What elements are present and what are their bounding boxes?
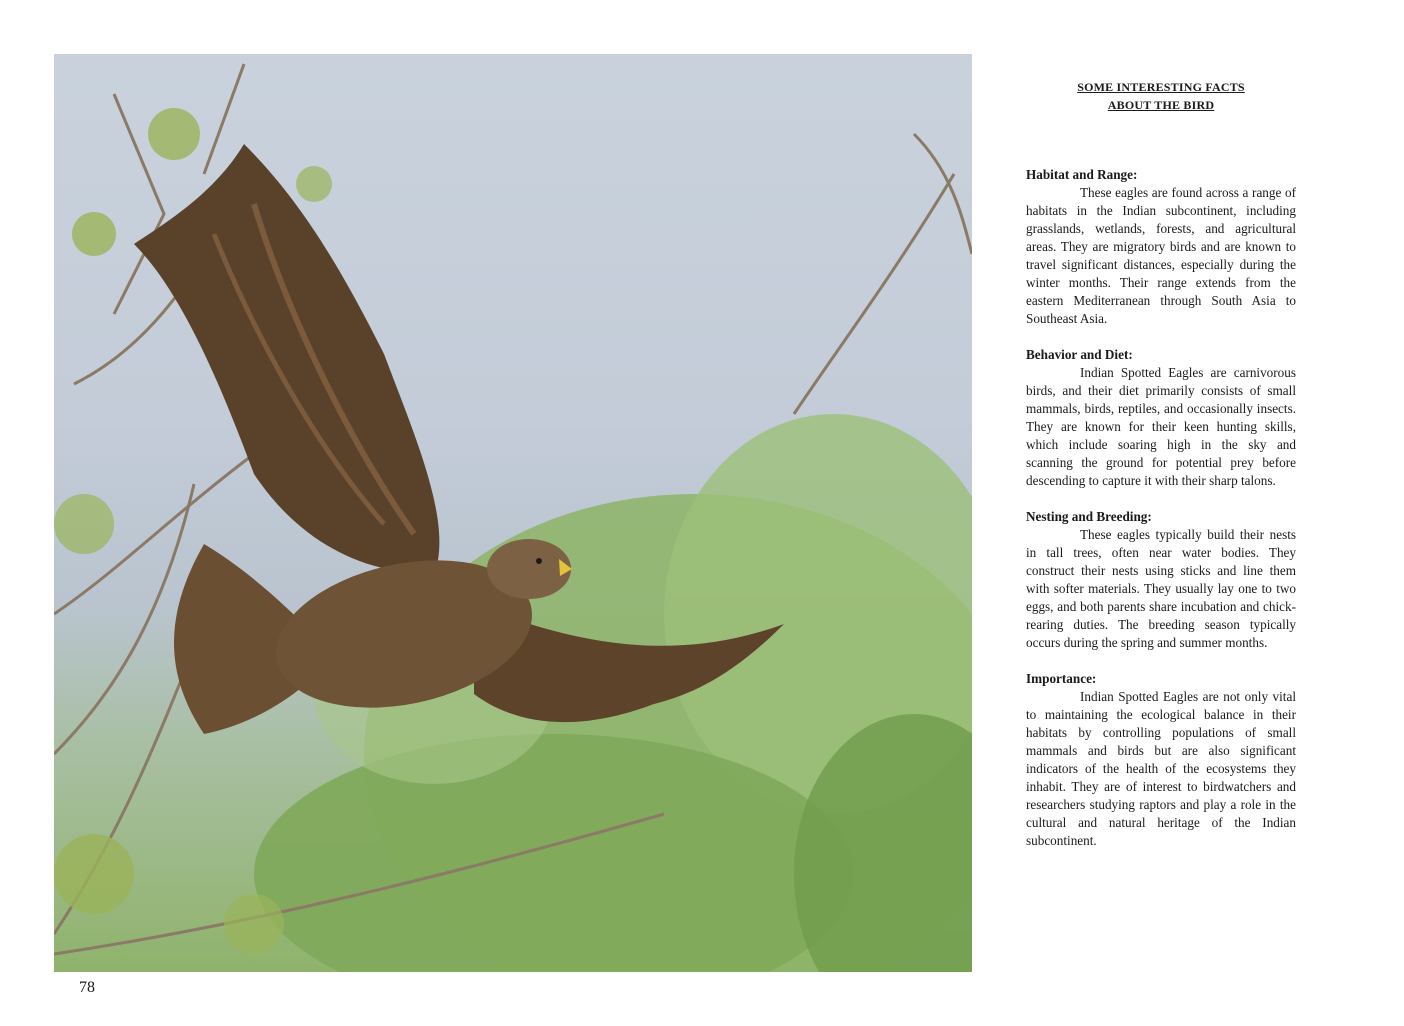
eagle-photo: [54, 54, 972, 972]
section-heading: Importance:: [1026, 671, 1097, 686]
facts-title-line-1: SOME INTERESTING FACTS: [1077, 80, 1245, 94]
facts-title: [1026, 78, 1296, 114]
section-heading: Behavior and Diet:: [1026, 347, 1133, 362]
section-behavior: [1026, 346, 1296, 490]
section-body: These eagles typically build their nests in tall trees, often near water bodies. They construct their nests using sticks and line them with softer materials. They usually lay one to two eggs, and both parents share incubation and chick-rearing duties. The breeding season typically occurs during the spring and summer months.: [1026, 527, 1296, 650]
facts-title-line-2: ABOUT THE BIRD: [1107, 98, 1215, 112]
section-body: Indian Spotted Eagles are carnivorous birds, and their diet primarily consists of small mammals, birds, reptiles, and occasionally insects. They are known for their keen hunting skills, which include soaring high in the sky and scanning the ground for potential prey before descending to capture it with their sharp talons.: [1026, 365, 1296, 488]
section-body: Indian Spotted Eagles are not only vital to maintaining the ecological balance in their habitats by controlling populations of small mammals and birds but are also significant indicators of the health of the ecosystems they inhabit. They are of interest to birdwatchers and researchers studying raptors and play a role in the cultural and natural heritage of the Indian subcontinent.: [1026, 689, 1296, 848]
page-number: 78: [79, 979, 95, 996]
facts-column: [1026, 166, 1296, 868]
section-heading: Nesting and Breeding:: [1026, 509, 1152, 524]
section-heading: Habitat and Range:: [1026, 167, 1138, 182]
section-importance: [1026, 670, 1296, 850]
eagle-illustration: [54, 54, 972, 972]
section-habitat: [1026, 166, 1296, 328]
section-body: These eagles are found across a range of habitats in the Indian subcontinent, including grasslands, wetlands, forests, and agricultural areas. They are migratory birds and are known to travel significant distances, especially during the winter months. Their range extends from the eastern Mediterranean through South Asia to Southeast Asia.: [1026, 185, 1296, 326]
eagle: [134, 144, 784, 734]
section-nesting: [1026, 508, 1296, 652]
